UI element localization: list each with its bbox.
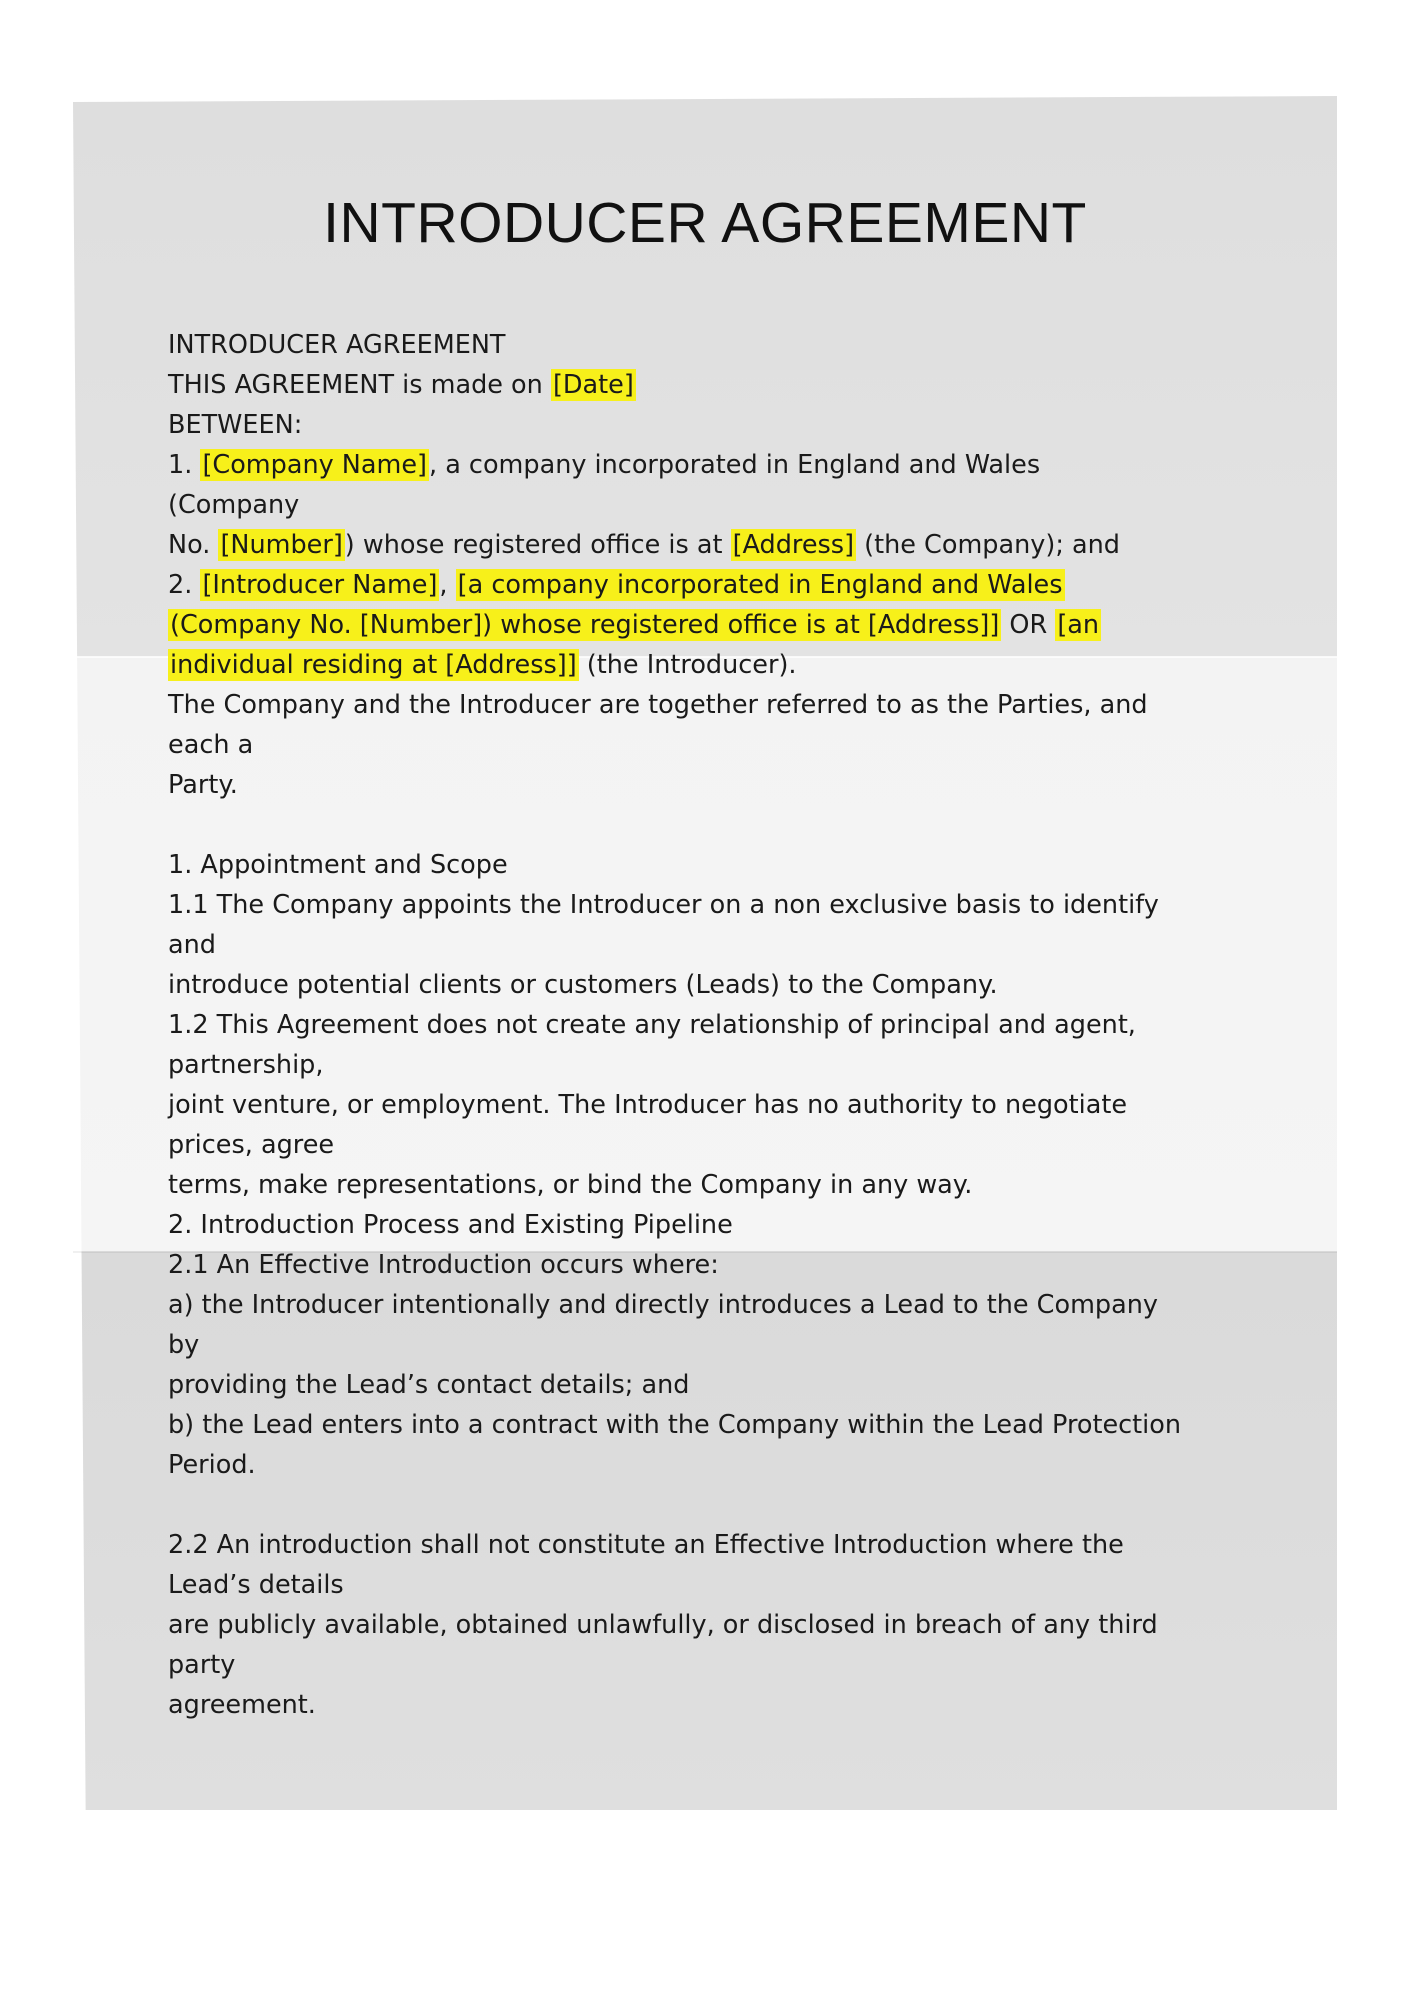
clause-2-2-line4: party — [168, 1650, 236, 1680]
individual-option-placeholder-part2: individual residing at [Address]] — [170, 650, 577, 680]
clause-2-2-line3: are publicly available, obtained unlawfully, or disclosed in breach of any third — [168, 1610, 1158, 1640]
introducer-name-placeholder: [Introducer Name] — [202, 570, 438, 600]
clause-2-1-b-line1: b) the Lead enters into a contract with the Company within the Lead Protection — [168, 1410, 1182, 1440]
parties-definition-line2: each a — [168, 730, 254, 760]
document-body — [168, 325, 1258, 1725]
section2-heading: 2. Introduction Process and Existing Pipeline — [168, 1210, 733, 1240]
company-number-placeholder: [Number] — [220, 530, 343, 560]
company-option-placeholder-part2: (Company No. [Number]) whose registered office is at [Address]] — [170, 610, 1000, 640]
company-option-placeholder-part1: [a company incorporated in England and Wales — [457, 570, 1063, 600]
clause-1-1-line3: introduce potential clients or customers (Leads) to the Company. — [168, 970, 998, 1000]
made-on-line: THIS AGREEMENT is made on [Date] — [168, 370, 634, 400]
party2-line2: (Company No. [Number]) whose registered office is at [Address]] OR [an — [170, 610, 1100, 640]
party2-line3: individual residing at [Address]] (the Introducer). — [170, 650, 797, 680]
clause-2-2-line1: 2.2 An introduction shall not constitute an Effective Introduction where the — [168, 1530, 1124, 1560]
spacer — [168, 1485, 1258, 1525]
clause-2-1-line1: 2.1 An Effective Introduction occurs where: — [168, 1250, 719, 1280]
clause-2-1-a-line3: providing the Lead’s contact details; and — [168, 1370, 690, 1400]
clause-1-2-line3: joint venture, or employment. The Introducer has no authority to negotiate — [168, 1090, 1128, 1120]
clause-2-2-line5: agreement. — [168, 1690, 316, 1720]
party1-line3: No. [Number]) whose registered office is at [Address] (the Company); and — [168, 530, 1120, 560]
company-name-placeholder: [Company Name] — [202, 450, 427, 480]
clause-1-1-line1: 1.1 The Company appoints the Introducer on a non exclusive basis to identify — [168, 890, 1159, 920]
party2-line1: 2. [Introducer Name], [a company incorporated in England and Wales — [168, 570, 1063, 600]
clause-2-2-line2: Lead’s details — [168, 1570, 344, 1600]
section1-heading: 1. Appointment and Scope — [168, 850, 508, 880]
clause-1-1-line2: and — [168, 930, 216, 960]
clause-1-2-line2: partnership, — [168, 1050, 324, 1080]
individual-option-placeholder-part1: [an — [1057, 610, 1100, 640]
party1-line1: 1. [Company Name], a company incorporated in England and Wales — [168, 450, 1041, 480]
heading-repeat: INTRODUCER AGREEMENT — [168, 330, 506, 360]
clause-2-1-b-line2: Period. — [168, 1450, 256, 1480]
clause-2-1-a-line2: by — [168, 1330, 200, 1360]
spacer — [168, 805, 1258, 845]
parties-definition-line3: Party. — [168, 770, 238, 800]
document-title: INTRODUCER AGREEMENT — [323, 191, 1087, 255]
clause-1-2-line1: 1.2 This Agreement does not create any relationship of principal and agent, — [168, 1010, 1136, 1040]
clause-2-1-a-line1: a) the Introducer intentionally and directly introduces a Lead to the Company — [168, 1290, 1158, 1320]
between-label: BETWEEN: — [168, 410, 303, 440]
company-address-placeholder: [Address] — [732, 530, 855, 560]
party1-line2: (Company — [168, 490, 300, 520]
clause-1-2-line5: terms, make representations, or bind the Company in any way. — [168, 1170, 973, 1200]
clause-1-2-line4: prices, agree — [168, 1130, 335, 1160]
parties-definition-line1: The Company and the Introducer are together referred to as the Parties, and — [168, 690, 1148, 720]
date-placeholder: [Date] — [552, 370, 634, 400]
